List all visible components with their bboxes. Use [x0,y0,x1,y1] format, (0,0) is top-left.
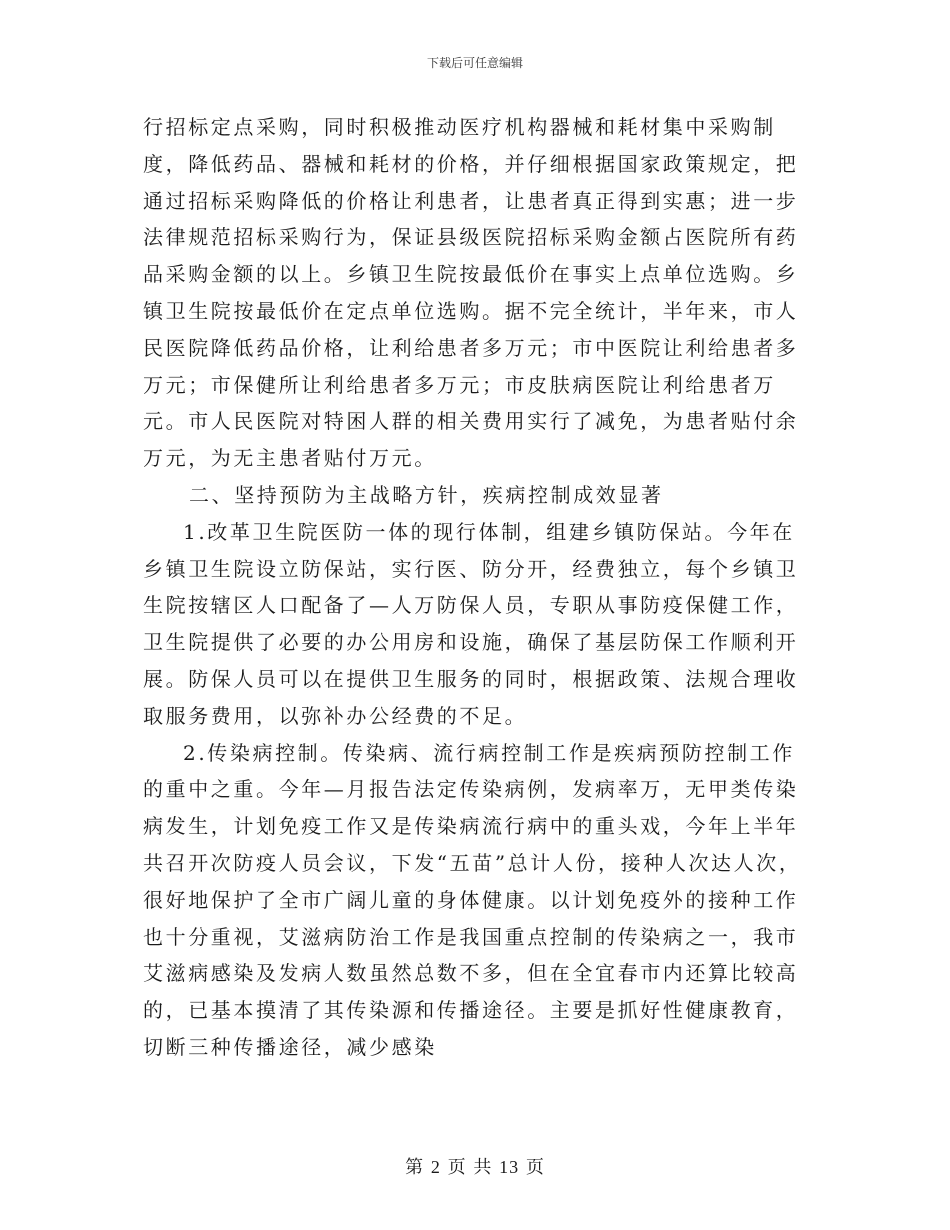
page-header [0,54,950,71]
header-note: 下载后可任意编辑 [426,56,523,70]
page-footer [0,1153,950,1179]
footer-suffix: 页 [525,1157,545,1178]
paragraph-item-1: 1.改革卫生院医防一体的现行体制，组建乡镇防保站。今年在乡镇卫生院设立防保站，实行医、防分开，经费独立，每个乡镇卫生院按辖区人口配备了—人万防保人员，专职从事防疫保健工作，卫生院提供了必要的办公用房和设施，确保了基层防保工作顺利开展。防保人员可以在提供卫生服务的同时，根据政策、法规合理收取服务费用，以弥补办公经费的不足。 [143,519,799,728]
document-body [143,109,803,1066]
total-page-count: 13 [499,1157,520,1177]
current-page-number: 2 [430,1157,441,1177]
footer-middle: 页 共 [447,1157,493,1178]
paragraph-procurement: 行招标定点采购，同时积极推动医疗机构器械和耗材集中采购制度，降低药品、器械和耗材的价格，并仔细根据国家政策规定，把通过招标采购降低的价格让利患者，让患者真正得到实惠；进一步法律规范招标采购行为，保证县级医院招标采购金额占医院所有药品采购金额的以上。乡镇卫生院按最低价在事实上点单位选购。乡镇卫生院按最低价在定点单位选购。据不完全统计，半年来，市人民医院降低药品价格，让利给患者多万元；市中医院让利给患者多万元；市保健所让利给患者多万元；市皮肤病医院让利给患者万元。市人民医院对特困人群的相关费用实行了减免，为患者贴付余万元，为无主患者贴付万元。 [143,115,799,471]
section-heading-2: 二、坚持预防为主战略方针，疾病控制成效显著 [189,482,664,507]
paragraph-item-2: 2.传染病控制。传染病、流行病控制工作是疾病预防控制工作的重中之重。今年—月报告法定传染病例，发病率万，无甲类传染病发生，计划免疫工作又是传染病流行病中的重头戏，今年上半年共召开次防疫人员会议，下发“五苗”总计人份，接种人次达人次，很好地保护了全市广阔儿童的身体健康。以计划免疫外的接种工作也十分重视，艾滋病防治工作是我国重点控制的传染病之一，我市艾滋病感染及发病人数虽然总数不多，但在全宜春市内还算比较高的，已基本摸清了其传染源和传播途径。主要是抓好性健康教育，切断三种传播途径，减少感染 [143,740,802,1059]
footer-prefix: 第 [405,1157,425,1178]
